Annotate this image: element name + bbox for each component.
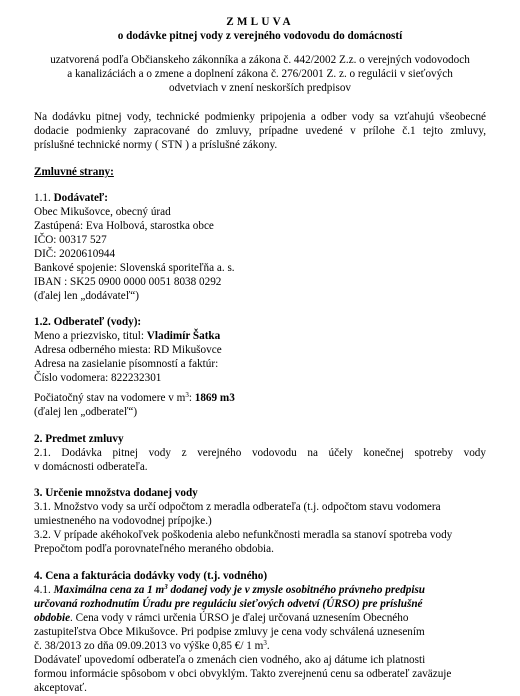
section3-line: 3.2. V prípade akéhokoľvek poškodenia alebo nefunkčnosti meradla sa stanoví spotreba vody bbox=[34, 529, 453, 541]
customer-name-value: Vladimír Šatka bbox=[146, 330, 221, 342]
intro-line: odvetviach v znení neskorších predpisov bbox=[168, 82, 352, 94]
section3-line: Prepočtom podľa porovnateľného meraného obdobia. bbox=[34, 543, 274, 555]
supplier-alias: (ďalej len „dodávateľ“) bbox=[34, 290, 139, 302]
preamble-line: Na dodávku pitnej vody, technické podmienky pripojenia a odber vody sa vzťahujú všeobecné bbox=[34, 111, 486, 123]
section4-line: zastupiteľstva Obce Mikušovce. Pri podpise zmluvy je cena vody schválená uznesením bbox=[34, 626, 425, 638]
supplier-line: Obec Mikušovce, obecný úrad bbox=[34, 206, 171, 218]
section4-number: 4.1. bbox=[34, 584, 51, 596]
section2-line: v domácnosti odberateľa. bbox=[34, 461, 148, 473]
supplier-line: IBAN : SK25 0900 0000 0051 8038 0292 bbox=[34, 276, 222, 288]
section4-line bbox=[34, 640, 270, 654]
section4-line bbox=[34, 612, 408, 626]
section3-line: 3.1. Množstvo vody sa určí odpočtom z meradla odberateľa (t.j. odpočtom stavu vodomera bbox=[34, 501, 441, 513]
section4-max-price-sup: 3 bbox=[164, 583, 168, 591]
supplier-number: 1.1. bbox=[34, 192, 51, 204]
meter-state-sup: 3 bbox=[185, 391, 189, 399]
section4-resolution: č. 38/2013 zo dňa 09.09.2013 vo výške 0,85 €/ 1 m bbox=[34, 640, 264, 652]
customer-line: Adresa odberného miesta: RD Mikušovce bbox=[34, 344, 222, 356]
customer-line: Adresa na zasielanie písomností a faktúr: bbox=[34, 358, 219, 370]
meter-state-line bbox=[34, 392, 235, 406]
section4-max-price-a: Maximálna cena za 1 m bbox=[53, 584, 165, 596]
section4-line bbox=[34, 584, 425, 598]
meter-state-colon: : bbox=[188, 392, 192, 404]
preamble-line: dodacie podmienky zapracované do zmluvy, prípadne uvedené v prílohe č.1 tejto zmluvy, bbox=[34, 125, 486, 137]
supplier-heading bbox=[34, 192, 108, 206]
customer-name-label: Meno a priezvisko, titul: bbox=[34, 330, 144, 342]
preamble-line: príslušné technické normy ( STN ) a príslušné zákony. bbox=[34, 139, 278, 151]
customer-heading: 1.2. Odberateľ (vody): bbox=[34, 316, 142, 328]
section2-line: 2.1. Dodávka pitnej vody z verejného vodovodu na účely konečnej spotreby vody bbox=[34, 447, 486, 459]
intro-line: uzatvorená podľa Občianskeho zákonníka a zákona č. 442/2002 Z.z. o verejných vodovodoch bbox=[50, 54, 470, 66]
section4-rest: . Cena vody v rámci určenia ÚRSO je ďalej určovaná uznesením Obecného bbox=[70, 612, 409, 624]
section4-period: obdobie bbox=[34, 612, 71, 624]
section3-line: umiestneného na vodovodnej prípojke.) bbox=[34, 515, 212, 527]
supplier-line: Zastúpená: Eva Holbová, starostka obce bbox=[34, 220, 214, 232]
section4-line: formou informácie spôsobom v obci obvyklým. Takto zverejnenú cenu sa odberateľ zaväzuje bbox=[34, 668, 452, 680]
meter-state-value: 1869 m3 bbox=[194, 392, 235, 404]
intro-line: a kanalizáciách a o zmene a doplnení zákona č. 276/2001 Z. z. o regulácii v sieťových bbox=[67, 68, 453, 80]
meter-state-label: Počiatočný stav na vodomere v m bbox=[34, 392, 186, 404]
supplier-label: Dodávateľ: bbox=[53, 192, 108, 204]
supplier-line: Bankové spojenie: Slovenská sporiteľňa a. s. bbox=[34, 262, 235, 274]
section4-line: určovaná rozhodnutím Úradu pre reguláciu sieťových odvetví (ÚRSO) pre príslušné bbox=[34, 598, 423, 610]
section4-line: akceptovať. bbox=[34, 682, 87, 694]
document-title: ZMLUVA bbox=[226, 16, 294, 28]
document-subtitle: o dodávke pitnej vody z verejného vodovodu do domácností bbox=[117, 30, 403, 42]
section2-heading: 2. Predmet zmluvy bbox=[34, 433, 124, 445]
section4-resolution-sup: 3 bbox=[263, 639, 267, 647]
supplier-line: IČO: 00317 527 bbox=[34, 234, 107, 246]
section4-resolution-end: . bbox=[266, 640, 270, 652]
customer-line: Číslo vodomera: 822232301 bbox=[34, 372, 162, 384]
customer-name-line bbox=[34, 330, 220, 344]
parties-heading: Zmluvné strany: bbox=[34, 166, 114, 178]
section3-heading: 3. Určenie množstva dodanej vody bbox=[34, 487, 198, 499]
supplier-line: DIČ: 2020610944 bbox=[34, 248, 116, 260]
section4-line: Dodávateľ upovedomí odberateľa o zmenách cien vodného, ako aj dátume ich platnosti bbox=[34, 654, 426, 666]
customer-alias: (ďalej len „odberateľ“) bbox=[34, 406, 138, 418]
section4-heading: 4. Cena a fakturácia dodávky vody (t.j. vodného) bbox=[34, 570, 268, 582]
section4-max-price-b: dodanej vody je v zmysle osobitného právneho predpisu bbox=[170, 584, 426, 596]
